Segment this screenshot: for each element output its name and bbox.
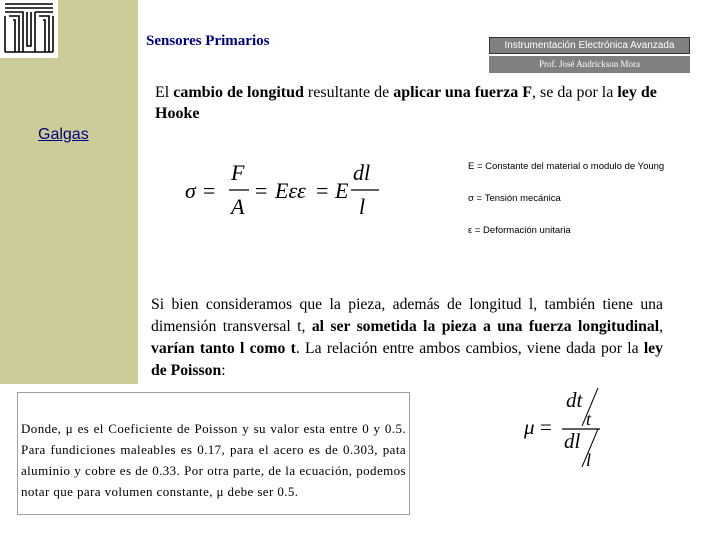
formula-eq-2: = — [255, 178, 268, 203]
intro-text-3: , se da por la — [532, 84, 618, 101]
top-header-band — [58, 0, 138, 58]
intro-bold-3: ley de Hooke — [155, 84, 657, 122]
section-label-galgas[interactable]: Galgas — [38, 126, 89, 143]
hooke-formula — [183, 158, 383, 220]
professor-label: Prof. José Andrickson Mora — [489, 56, 690, 73]
legend-deformation: ε = Deformación unitaria — [468, 225, 571, 236]
poisson-note-text: Donde, μ es el Coeficiente de Poisson y su valor esta entre 0 y 0.5. Para fundiciones maleables es 0.17, para el acero es de 0.303, pata aluminio y cobre es de 0.33. Por otra parte, de la ecuación, podemos notar que para volumen constante, μ debe ser 0.5. — [21, 421, 406, 499]
formula-dl: dl — [353, 160, 371, 185]
formula-E-eps: Eεε — [275, 178, 306, 203]
slide-title: Sensores Primarios — [146, 33, 270, 49]
intro-text-2: resultante de — [303, 84, 394, 101]
p2-text-2: , — [659, 318, 664, 335]
p2-bold-3: ley de Poisson — [151, 340, 663, 379]
poisson-l: l — [586, 450, 592, 470]
formula-sigma: σ — [185, 178, 196, 203]
poisson-dl: dl — [564, 429, 581, 453]
formula-eq-1: = — [203, 178, 216, 203]
legend-young: E = Constante del material o modulo de Young — [468, 161, 665, 172]
p2-bold-1: al ser sometida la pieza a una fuerza longitudinal — [311, 318, 660, 335]
poisson-mu: μ — [524, 415, 535, 439]
p2-text-1: Si bien consideramos que la pieza, además de longitud l, también tiene una dimensión transversal t, — [151, 296, 663, 335]
poisson-eq: = — [540, 415, 552, 439]
poisson-formula — [522, 386, 612, 470]
poisson-t: t — [586, 409, 592, 429]
intro-paragraph — [155, 82, 675, 124]
formula-F: F — [231, 160, 245, 185]
formula-E: E — [335, 178, 349, 203]
p2-text-4: : — [221, 362, 226, 379]
intro-bold-1: cambio de longitud — [173, 84, 304, 101]
p2-text-3: . La relación entre ambos cambios, viene dada por la — [295, 340, 644, 357]
poisson-dt: dt — [566, 388, 583, 412]
course-label: Instrumentación Electrónica Avanzada — [489, 37, 690, 54]
legend-tension: σ = Tensión mecánica — [468, 193, 561, 204]
formula-A: A — [231, 194, 245, 219]
poisson-intro-paragraph — [151, 294, 663, 382]
logo-icon — [0, 0, 58, 58]
formula-l: l — [359, 194, 366, 219]
intro-text-1: El — [155, 84, 174, 101]
formula-eq-3: = — [316, 178, 329, 203]
p2-bold-2: varían tanto l como t — [151, 340, 296, 357]
intro-bold-2: aplicar una fuerza F — [393, 84, 533, 101]
institution-logo — [0, 0, 58, 58]
